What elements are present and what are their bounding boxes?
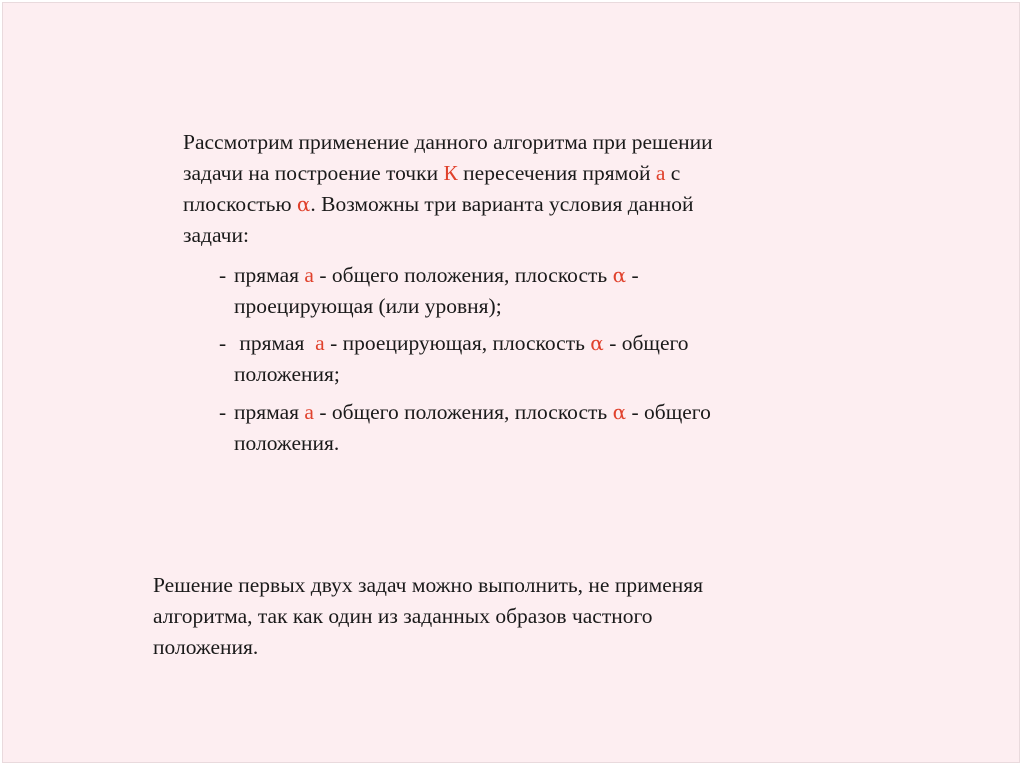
intro-line-3-end: . Возможны три варианта условия данной	[310, 192, 694, 216]
line-a-label: а	[304, 263, 314, 287]
intro-paragraph	[183, 127, 843, 251]
variant-text: - общего	[626, 400, 711, 424]
line-a-label: а	[315, 331, 325, 355]
variant-text: - общего положения, плоскость	[313, 263, 613, 287]
conclusion-paragraph	[153, 570, 853, 663]
plane-alpha-symbol: α	[590, 331, 604, 355]
conclusion-line-1: Решение первых двух задач можно выполнить, не применяя	[153, 573, 704, 597]
line-a-label: а	[655, 161, 666, 185]
point-k-label: К	[443, 161, 458, 185]
variant-text: - проецирующая, плоскость	[324, 331, 591, 355]
variant-text: - общего	[603, 331, 689, 355]
intro-line-2-start: задачи на построение точки	[183, 161, 444, 185]
variant-dash: -	[219, 400, 227, 424]
intro-line-2-middle: пересечения прямой	[457, 161, 656, 185]
intro-line-1: Рассмотрим применение данного алгоритма при решении	[183, 130, 713, 154]
variant-continuation: положения;	[234, 362, 340, 386]
variant-text: - общего положения, плоскость	[313, 400, 613, 424]
variant-text: прямая	[234, 400, 305, 424]
variant-dash: -	[219, 331, 227, 355]
slide	[2, 2, 1020, 763]
variant-continuation: положения.	[234, 431, 340, 455]
intro-line-2-end: с	[665, 161, 681, 185]
variant-text: прямая	[234, 263, 305, 287]
intro-line-3-start: плоскостью	[183, 192, 297, 216]
variant-item-3	[219, 397, 839, 459]
intro-line-4: задачи:	[183, 223, 249, 247]
variant-item-2	[219, 328, 839, 390]
line-a-label: а	[304, 400, 314, 424]
plane-alpha-symbol: α	[612, 400, 627, 424]
variant-text: -	[626, 263, 639, 287]
plane-alpha-symbol: α	[612, 263, 627, 287]
variant-dash: -	[219, 263, 227, 287]
conclusion-line-3: положения.	[153, 635, 259, 659]
variant-text: прямая	[234, 331, 316, 355]
plane-alpha-symbol: α	[296, 192, 311, 216]
variant-item-1	[219, 260, 839, 322]
conclusion-line-2: алгоритма, так как один из заданных образов частного	[153, 604, 653, 628]
variant-continuation: проецирующая (или уровня);	[234, 294, 502, 318]
